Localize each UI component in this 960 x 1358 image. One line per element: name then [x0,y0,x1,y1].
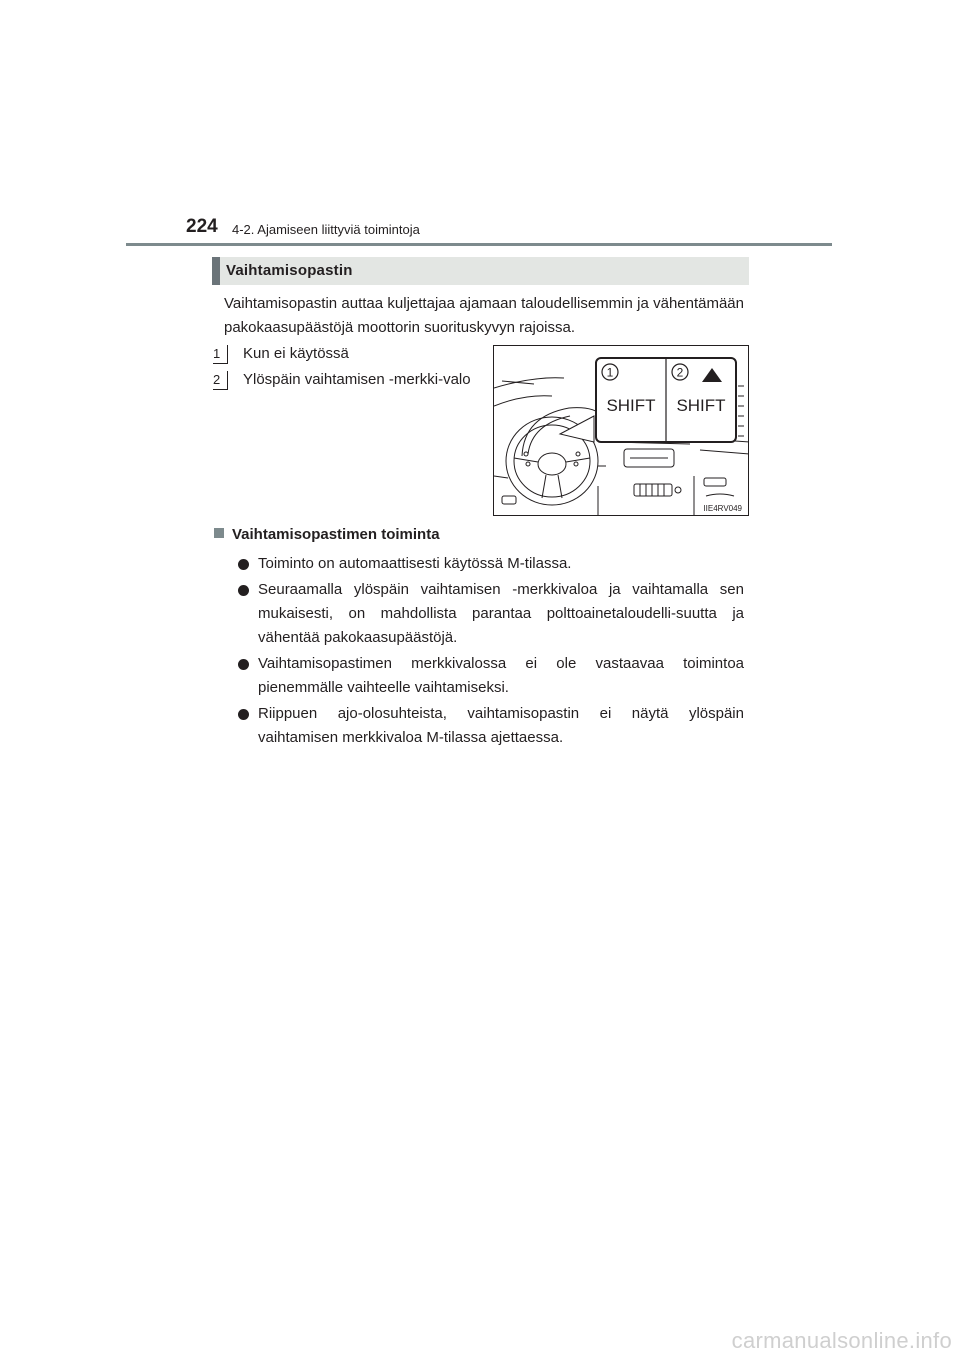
list-item [238,652,744,700]
shift-label-on: SHIFT [676,396,726,415]
list-item [238,552,744,576]
legend-text: Kun ei käytössä [243,345,349,362]
section-title: Vaihtamisopastin [226,262,353,279]
figure-code: IIE4RV049 [703,504,742,513]
bullet-dot-icon [238,709,249,720]
legend-number: 2 [213,371,228,390]
chapter-title: 4-2. Ajamiseen liittyviä toimintoja [232,222,420,237]
dashboard-drawing [494,346,749,516]
legend-text: Ylöspäin vaihtamisen -merkki-valo [243,371,471,388]
list-item-text: Seuraamalla ylöspäin vaihtamisen -merkkivaloa ja vaihtamalla sen mukaisesti, on mahdollista parantaa polttoainetaloudelli-suutta ja vähentää pakokaasupäästöjä. [258,581,744,646]
square-bullet-icon [214,528,224,538]
list-item [238,578,744,650]
subsection-title: Vaihtamisopastimen toiminta [232,526,440,543]
bullet-list [238,552,744,752]
section-heading [212,257,749,285]
list-item [238,702,744,750]
page-number: 224 [186,216,218,237]
shift-label-off: SHIFT [606,396,656,415]
header-divider [126,243,832,246]
intro-paragraph: Vaihtamisopastin auttaa kuljettajaa ajamaan taloudellisemmin ja vähentämään pakokaasupäästöjä moottorin suorituskyvyn rajoissa. [224,295,744,336]
bullet-dot-icon [238,585,249,596]
list-item-text: Riippuen ajo-olosuhteista, vaihtamisopastin ei näytä ylöspäin vaihtamisen merkkivaloa M-tilassa ajettaessa. [258,705,744,746]
bullet-dot-icon [238,559,249,570]
watermark: carmanualsonline.info [731,1328,952,1353]
list-item-text: Vaihtamisopastimen merkkivalossa ei ole vastaavaa toimintoa pienemmälle vaihteelle vaihtamiseksi. [258,655,744,696]
subsection-heading [214,526,440,543]
list-item-text: Toiminto on automaattisesti käytössä M-tilassa. [258,555,572,572]
dashboard-illustration [493,345,749,516]
section-accent [212,257,220,285]
legend-number: 1 [213,345,228,364]
callout-number-2: 2 [676,365,684,380]
callout-number-1: 1 [606,365,614,380]
bullet-dot-icon [238,659,249,670]
